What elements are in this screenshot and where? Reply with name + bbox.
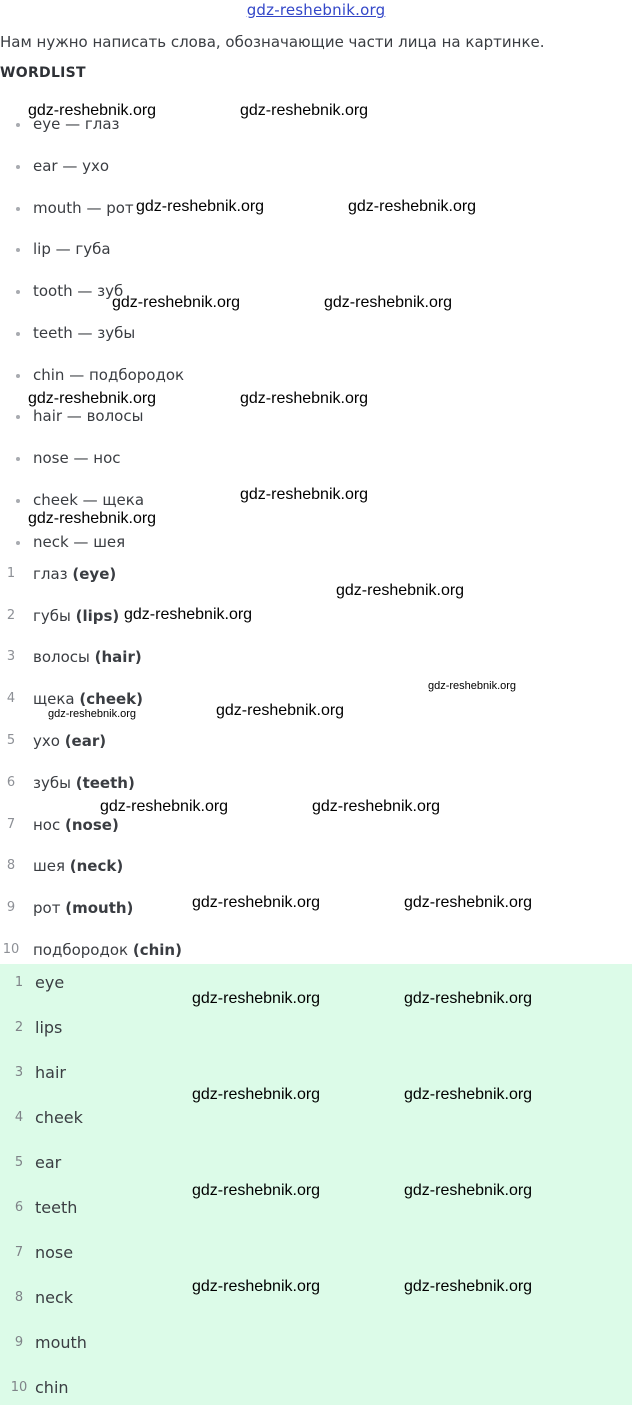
bullet-icon [16,457,20,461]
watermark: gdz-reshebnik.org [404,1278,533,1295]
watermark: gdz-reshebnik.org [124,606,253,623]
watermark: gdz-reshebnik.org [324,294,453,311]
watermark: gdz-reshebnik.org [192,1278,321,1295]
bullet-icon [16,541,20,545]
watermark: gdz-reshebnik.org [216,702,345,719]
watermark: gdz-reshebnik.org [404,894,533,911]
watermark: gdz-reshebnik.org [48,708,137,720]
watermark: gdz-reshebnik.org [192,1182,321,1199]
watermark: gdz-reshebnik.org [404,990,533,1007]
watermark: gdz-reshebnik.org [240,486,369,503]
watermark: gdz-reshebnik.org [192,1086,321,1103]
bullet-icon [16,248,20,252]
bullet-icon [16,499,20,503]
bullet-icon [16,123,20,127]
bullet-icon [16,415,20,419]
watermark: gdz-reshebnik.org [192,894,321,911]
watermark: gdz-reshebnik.org [240,390,369,407]
watermark: gdz-reshebnik.org [336,582,465,599]
watermark: gdz-reshebnik.org [192,990,321,1007]
wordlist-heading: WORDLIST [0,65,86,81]
bullet-icon [16,207,20,211]
watermark: gdz-reshebnik.org [404,1182,533,1199]
watermark: gdz-reshebnik.org [240,102,369,119]
watermark: gdz-reshebnik.org [312,798,441,815]
watermark: gdz-reshebnik.org [136,198,265,215]
bullet-icon [16,290,20,294]
watermark: gdz-reshebnik.org [28,102,157,119]
watermark: gdz-reshebnik.org [100,798,229,815]
intro-text: Нам нужно написать слова, обозначающие части лица на картинке. [0,33,545,51]
watermark: gdz-reshebnik.org [404,1086,533,1103]
watermark: gdz-reshebnik.org [348,198,477,215]
bullet-icon [16,165,20,169]
watermark: gdz-reshebnik.org [28,510,157,527]
answer-box: 1 eye 2 lips 3 hair 4 cheek 5 ear 6 teeth 7 nose 8 neck 9 mouth 10 chin [0,964,632,1405]
site-header-link[interactable]: gdz-reshebnik.org [246,1,386,19]
watermark: gdz-reshebnik.org [428,680,517,692]
bullet-icon [16,374,20,378]
watermark: gdz-reshebnik.org [28,390,157,407]
watermark: gdz-reshebnik.org [112,294,241,311]
bullet-icon [16,332,20,336]
